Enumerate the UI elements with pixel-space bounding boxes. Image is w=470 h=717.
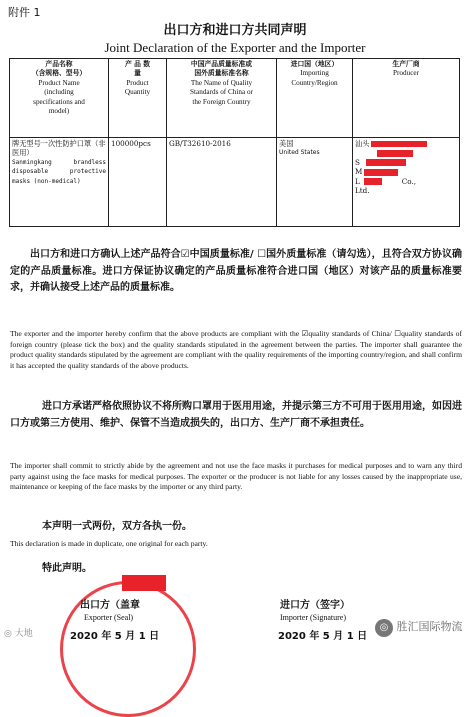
title-english: Joint Declaration of the Exporter and the Importer: [104, 40, 366, 55]
cell-standard: GB/T32610-2016: [167, 138, 277, 227]
importer-label-en: Importer (Signature): [280, 613, 346, 622]
paragraph-2-cn: 进口方承诺严格依照协议不将所购口罩用于医用用途，并提示第三方不可用于医用用途，如因进口方或第三方使用、维护、保管不当造成损失的，出口方、生产厂商不承担责任。: [10, 401, 462, 429]
watermark-left: ◎ 大地: [4, 629, 33, 639]
cell-country: 美国 United States: [277, 138, 353, 227]
product-name-en: Sanmingkang brandless disposable protective masks (non-medical): [12, 158, 106, 185]
redaction-bar: [377, 150, 413, 157]
header-quantity: 产 品 数 量 Product Quantity: [109, 59, 167, 138]
redaction-bar: [122, 575, 166, 591]
importer-date: 2020 年 5 月 1 日: [278, 631, 368, 642]
exporter-label-en: Exporter (Seal): [84, 613, 134, 622]
wechat-icon: ◎: [4, 629, 12, 639]
declaration-table: [9, 58, 460, 227]
paragraph-3-en: This declaration is made in duplicate, one original for each party.: [10, 539, 208, 548]
cell-quantity: 100000pcs: [109, 138, 167, 227]
product-name-cn: 牌无型号一次性防护口罩（非医用）: [12, 139, 106, 158]
exporter-label-cn: 出口方（盖章: [80, 600, 140, 611]
cell-product-name: [10, 138, 109, 227]
table-row: [10, 138, 460, 227]
wechat-icon: ◎: [375, 619, 393, 637]
exporter-date: 2020 年 5 月 1 日: [70, 631, 160, 642]
header-country: 进口国（地区） Importing Country/Region: [277, 59, 353, 138]
paragraph-3-cn: 本声明一式两份，双方各执一份。: [42, 521, 192, 532]
importer-label-cn: 进口方（签字）: [280, 600, 350, 611]
cell-producer: 汕头 S M L Co., Ltd.: [353, 138, 460, 227]
header-producer: 生产厂商 Producer: [353, 59, 460, 138]
redaction-bar: [371, 141, 427, 147]
paragraph-1-cn: 出口方和进口方确认上述产品符合☑中国质量标准/ ☐国外质量标准（请勾选），且符合双方协议确定的产品质量标准。进口方保证协议确定的产品质量标准符合进口国（地区）对该产品的质量标准要求，并确认接受上述产品的质量标准。: [10, 249, 462, 293]
header-product-name: 产品名称 （含规格、型号） Product Name (including specifications and model): [10, 59, 109, 138]
title-chinese: 出口方和进口方共同声明: [163, 23, 307, 38]
header-standard: 中国产品质量标准或 国外质量标准名称 The Name of Quality Standards of China or the Foreign Country: [167, 59, 277, 138]
paragraph-1-en: The exporter and the importer hereby confirm that the above products are compliant with the ☑quality standards of China/ ☐quality standards of foreign country (please tick the box) and the quality standards stipulated in the agreement between the parties. The importer shall guarantee the product quality standards stipulated by the agreement are compliant with the quality requirements of the importing country/region, and shall confirm it has accepted the quality standards of the above products.: [10, 329, 462, 370]
table-header-row: [10, 59, 460, 138]
attachment-label: 附件 1: [8, 6, 41, 19]
redaction-bar: [364, 178, 382, 185]
watermark-right: ◎ 胜汇国际物流: [375, 618, 463, 637]
redaction-bar: [364, 169, 398, 176]
paragraph-4-cn: 特此声明。: [42, 563, 92, 574]
paragraph-2-en: The importer shall commit to strictly abide by the agreement and not use the face masks it purchases for medical purposes and to warn any third party against using the face masks for medical purposes. The exporter or the producer is not liable for any losses caused by the inappropriate use, maintenance or keeping of the face masks by the importer or any third party.: [10, 461, 462, 492]
redaction-bar: [366, 159, 406, 166]
